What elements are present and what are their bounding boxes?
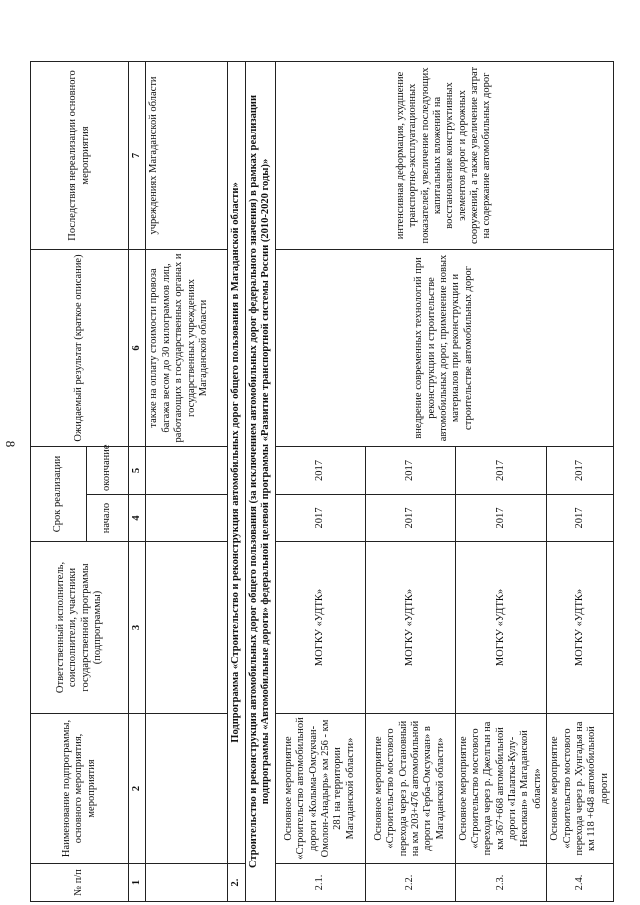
row-executor: МОГКУ «УДТК» [275,542,365,714]
row-start: 2017 [275,495,365,542]
row-end: 2017 [547,446,614,494]
row-name: Основное мероприятие «Строительство мостового перехода через р. Хунгадья на км 118 +648 автомобильной дороги [547,714,614,864]
row-name: Основное мероприятие «Строительство мостового перехода через р. Джелгын на км 367+668 автомобильной дороги «Палатка-Кулу-Нексикан» в Магаданской области» [455,714,547,864]
header-row-1 [31,61,87,901]
row-start: 2017 [455,495,547,542]
row-end: 2017 [455,446,547,494]
index-4: 4 [129,495,146,542]
table-row [275,61,365,901]
index-5: 5 [129,446,146,494]
subprogram-row [228,61,245,901]
row-start: 2017 [365,495,455,542]
document-page [30,62,610,902]
index-2: 2 [129,714,146,864]
index-1: 1 [129,864,146,902]
row-executor: МОГКУ «УДТК» [455,542,547,714]
index-6: 6 [129,249,146,446]
row-end: 2017 [275,446,365,494]
continuation-row [146,61,228,901]
header-name: Наименование подпрограммы, основного мероприятия, мероприятия [31,714,129,864]
header-executor: Ответственный исполнитель, соисполнители, участники государственной программы (подпрограммы) [31,542,129,714]
row-num: 2.3. [455,864,547,902]
header-num: № п/п [31,864,129,902]
header-consequence: Последствия нереализации основного мероприятия [31,61,129,249]
continuation-consequence: учреждениях Магаданской области [146,61,228,249]
row-num: 2.4. [547,864,614,902]
row-num: 2.2. [365,864,455,902]
header-end: окончание [87,446,129,494]
row-executor: МОГКУ «УДТК» [547,542,614,714]
shared-result: внедрение современных технологий при реконструкции и строительстве автомобильных дорог, применение новых материалов при реконструкции и строительстве автомобильных дорог [275,249,614,446]
header-result: Ожидаемый результат (краткое описание) [31,249,129,446]
program-table [30,61,614,902]
event-title-row [245,61,275,901]
subprogram-title: Подпрограмма «Строительство и реконструкция автомобильных дорог общего пользования в Магаданской области» [228,61,245,863]
shared-consequence: интенсивная деформация, ухудшение транспортно-эксплуатационных показателей, увеличение последующих капитальных вложений на восстановление конструктивных элементов дорог и дорожных сооружений, а также увеличение затрат на содержание автомобильных дорог [275,61,614,249]
row-name: Основное мероприятие «Строительство автомобильной дороги «Колыма-Омсукчан-Омолон-Анадырь» км 256 - км 281 на территории Магаданской области» [275,714,365,864]
event-title: Строительство и реконструкция автомобильных дорог общего пользования (за исключением автомобильных дорог федерального значения) в рамках реализации подпрограммы «Автомобильные дороги» федеральной целевой программы «Развитие транспортной системы России (2010-2020 годы)» [245,61,275,901]
row-end: 2017 [365,446,455,494]
index-row [129,61,146,901]
row-num: 2.1. [275,864,365,902]
row-start: 2017 [547,495,614,542]
header-term: Срок реализации [31,446,87,541]
continuation-result: также на оплату стоимости провоза багажа весом до 30 килограммов лиц, работающих в государственных органах и государственных учреждениях Магаданской области [146,249,228,446]
row-executor: МОГКУ «УДТК» [365,542,455,714]
index-7: 7 [129,61,146,249]
header-start: начало [87,495,129,542]
subprogram-num: 2. [228,864,245,902]
row-name: Основное мероприятие «Строительство мостового перехода через р. Остановный на км 203+476 автомобильной дороги «Герба-Омсукчан» в Магаданской области» [365,714,455,864]
page-number: 8 [3,440,18,448]
index-3: 3 [129,542,146,714]
